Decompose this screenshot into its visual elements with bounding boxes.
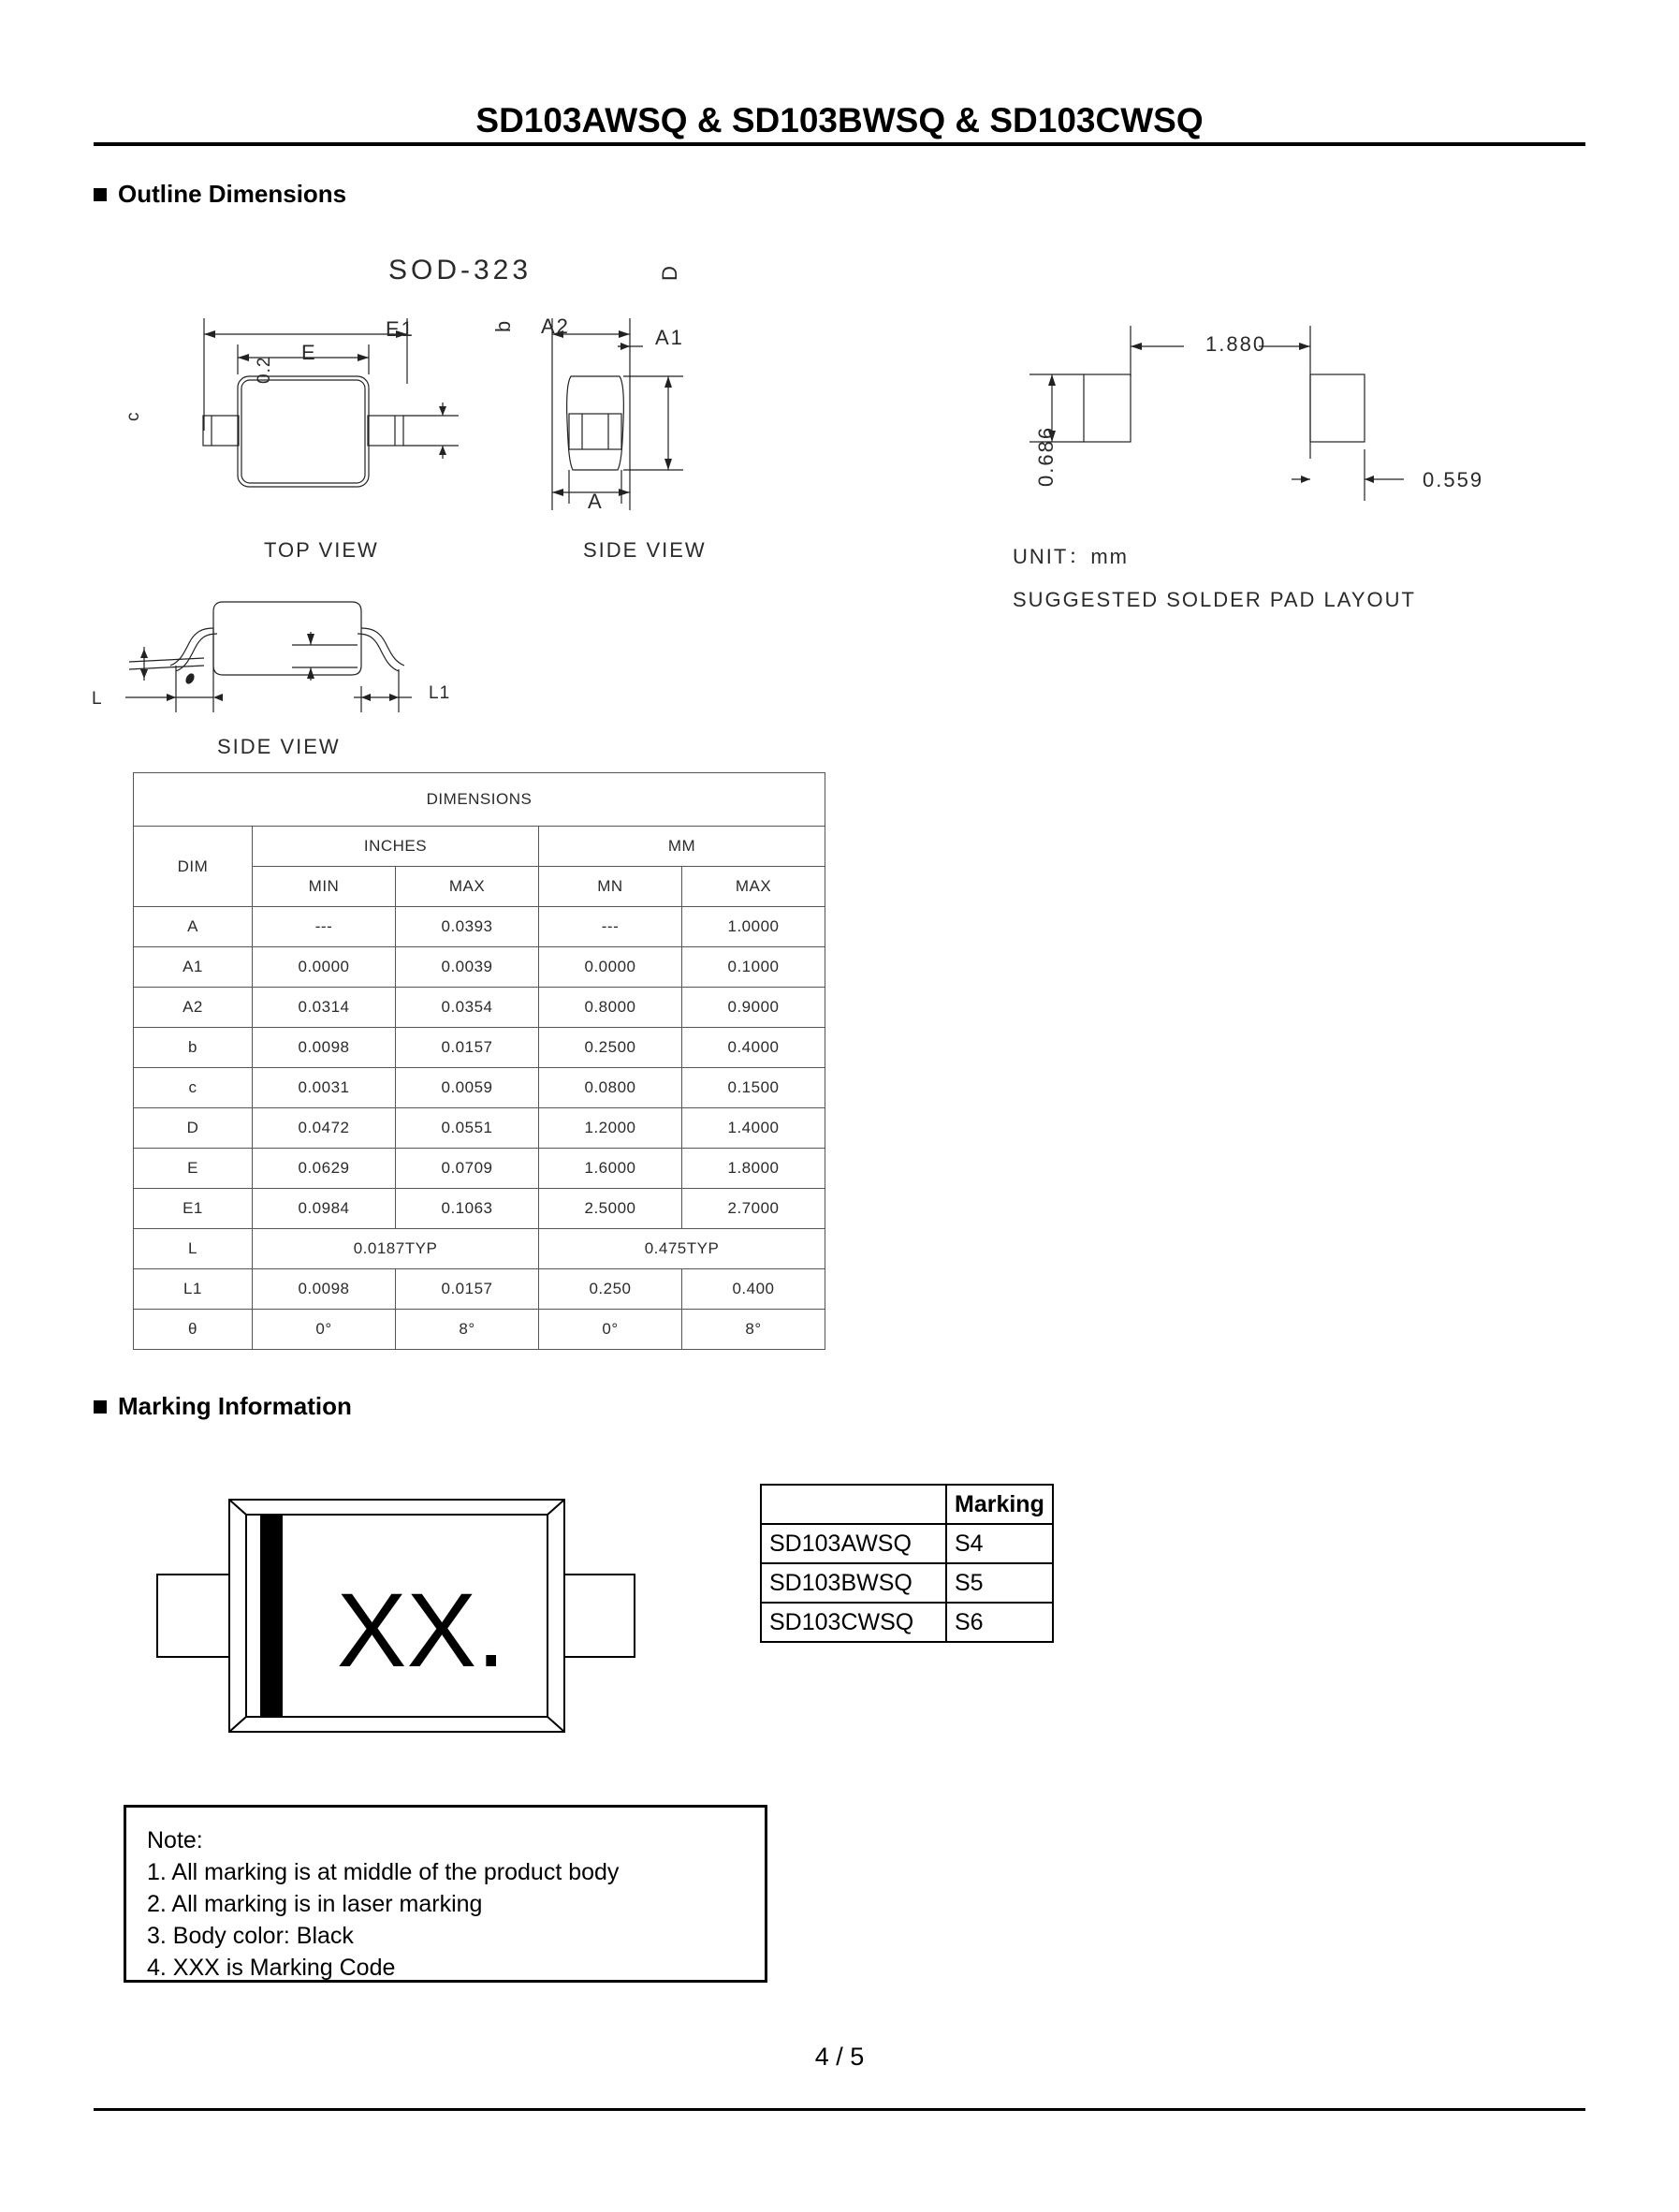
marking-part-number: SD103AWSQ xyxy=(761,1524,946,1563)
table-row xyxy=(134,1229,825,1269)
dim-mm-min: 1.6000 xyxy=(539,1149,682,1189)
table-row xyxy=(761,1524,1053,1563)
notes-heading: Note: xyxy=(147,1827,203,1853)
section-heading-marking-information xyxy=(94,1392,352,1421)
dim-symbol: E xyxy=(134,1149,253,1189)
dim-in-max: 0.0551 xyxy=(396,1108,539,1149)
callout-E: E xyxy=(301,341,317,364)
solder-pad-unit-label: UNIT：mm xyxy=(1013,545,1129,568)
dimensions-table-title: DIMENSIONS xyxy=(134,773,825,827)
dimensions-table xyxy=(133,772,825,1350)
footer-divider xyxy=(94,2108,1585,2111)
table-row xyxy=(134,1149,825,1189)
marking-diagram xyxy=(140,1488,664,1741)
dim-mm-min: 1.2000 xyxy=(539,1108,682,1149)
dim-mm-max: 1.4000 xyxy=(682,1108,825,1149)
marking-code: S5 xyxy=(946,1563,1053,1603)
table-row xyxy=(134,1269,825,1310)
package-name-label: SOD-323 xyxy=(388,255,533,286)
section-heading-label: Marking Information xyxy=(118,1392,352,1420)
callout-b: b xyxy=(491,318,515,332)
page-title: SD103AWSQ & SD103BWSQ & SD103CWSQ xyxy=(475,101,1204,139)
callout-gap-0-2: 0.2 xyxy=(255,356,274,384)
table-row xyxy=(134,988,825,1028)
top-view-caption: TOP VIEW xyxy=(264,538,379,562)
callout-E1: E1 xyxy=(386,317,415,341)
dimensions-table-group-header-row xyxy=(134,827,825,867)
section-heading-outline-dimensions xyxy=(94,180,346,209)
notes-box xyxy=(124,1805,767,1983)
dim-in-min: --- xyxy=(253,907,396,947)
dim-symbol: L1 xyxy=(134,1269,253,1310)
dim-in-min: 0.0031 xyxy=(253,1068,396,1108)
dim-in-max: 0.0393 xyxy=(396,907,539,947)
dim-symbol: A xyxy=(134,907,253,947)
dim-mm-min: 0.0800 xyxy=(539,1068,682,1108)
table-row xyxy=(134,1108,825,1149)
dimensions-table-mm-min-header: MN xyxy=(539,867,682,907)
marking-table-header-row xyxy=(761,1485,1053,1524)
dim-symbol: E1 xyxy=(134,1189,253,1229)
dimensions-table-mm-header: MM xyxy=(539,827,825,867)
table-row xyxy=(134,907,825,947)
dim-in-min: 0.0098 xyxy=(253,1028,396,1068)
dim-symbol: b xyxy=(134,1028,253,1068)
table-row xyxy=(761,1563,1053,1603)
dim-symbol: D xyxy=(134,1108,253,1149)
table-row xyxy=(134,1028,825,1068)
dim-mm-max: 1.8000 xyxy=(682,1149,825,1189)
callout-c: c xyxy=(124,411,143,421)
solder-pad-caption: SUGGESTED SOLDER PAD LAYOUT xyxy=(1013,588,1416,611)
dim-mm-min: 0.8000 xyxy=(539,988,682,1028)
table-row xyxy=(134,1310,825,1350)
dim-in-max: 0.0157 xyxy=(396,1028,539,1068)
dim-in-min: 0.0984 xyxy=(253,1189,396,1229)
dimensions-table-inches-header: INCHES xyxy=(253,827,539,867)
dim-symbol: A1 xyxy=(134,947,253,988)
dim-in-max: 8° xyxy=(396,1310,539,1350)
note-item: 4. XXX is Marking Code xyxy=(147,1955,396,1981)
marking-table xyxy=(760,1484,1054,1643)
callout-L1: L1 xyxy=(429,683,451,703)
dim-mm-min: 0.0000 xyxy=(539,947,682,988)
header-divider xyxy=(94,142,1585,146)
dimensions-table-title-row xyxy=(134,773,825,827)
solder-pad-dim-pad: 0.559 xyxy=(1423,468,1484,491)
dim-mm-min: 0.250 xyxy=(539,1269,682,1310)
dim-in-max: 0.0157 xyxy=(396,1269,539,1310)
dim-in-max: 0.0709 xyxy=(396,1149,539,1189)
note-item: 1. All marking is at middle of the product body xyxy=(147,1859,620,1885)
dim-mm-max: 0.4000 xyxy=(682,1028,825,1068)
callout-A1: A1 xyxy=(655,326,684,349)
dim-symbol: θ xyxy=(134,1310,253,1350)
square-bullet-icon xyxy=(94,188,107,201)
dim-mm-min: 0.2500 xyxy=(539,1028,682,1068)
dim-symbol: L xyxy=(134,1229,253,1269)
dim-in-min: 0.0472 xyxy=(253,1108,396,1149)
marking-code-text: XX. xyxy=(336,1572,506,1689)
marking-part-number: SD103BWSQ xyxy=(761,1563,946,1603)
dimensions-table-inches-min-header: MIN xyxy=(253,867,396,907)
dim-mm-max: 0.400 xyxy=(682,1269,825,1310)
marking-code: S4 xyxy=(946,1524,1053,1563)
dim-in-max: 0.0039 xyxy=(396,947,539,988)
marking-part-number: SD103CWSQ xyxy=(761,1603,946,1642)
dim-mm-max: 0.9000 xyxy=(682,988,825,1028)
dim-mm-min: --- xyxy=(539,907,682,947)
dim-mm-max: 8° xyxy=(682,1310,825,1350)
dim-mm-typ: 0.475TYP xyxy=(539,1229,825,1269)
table-row xyxy=(134,1189,825,1229)
dim-in-min: 0.0098 xyxy=(253,1269,396,1310)
side-view-caption: SIDE VIEW xyxy=(583,538,707,562)
dim-in-max: 0.0059 xyxy=(396,1068,539,1108)
marking-code: S6 xyxy=(946,1603,1053,1642)
square-bullet-icon xyxy=(94,1400,107,1414)
dim-in-typ: 0.0187TYP xyxy=(253,1229,539,1269)
solder-pad-dim-width: 1.880 xyxy=(1205,332,1267,356)
dim-in-max: 0.0354 xyxy=(396,988,539,1028)
dim-mm-min: 0° xyxy=(539,1310,682,1350)
dim-mm-min: 2.5000 xyxy=(539,1189,682,1229)
table-row xyxy=(134,1068,825,1108)
dim-mm-max: 2.7000 xyxy=(682,1189,825,1229)
callout-A2: A2 xyxy=(541,315,570,338)
dim-symbol: A2 xyxy=(134,988,253,1028)
table-row xyxy=(134,947,825,988)
marking-table-marking-header: Marking xyxy=(946,1485,1053,1524)
dim-mm-max: 1.0000 xyxy=(682,907,825,947)
callout-L: L xyxy=(92,689,103,709)
footer-page-number: 4 / 5 xyxy=(814,2043,865,2071)
dim-symbol: c xyxy=(134,1068,253,1108)
top-view-side-view-drawing xyxy=(178,309,777,543)
marking-table-blank-header xyxy=(761,1485,946,1524)
table-row xyxy=(761,1603,1053,1642)
dim-in-min: 0.0000 xyxy=(253,947,396,988)
dim-in-max: 0.1063 xyxy=(396,1189,539,1229)
dim-in-min: 0.0314 xyxy=(253,988,396,1028)
dim-in-min: 0.0629 xyxy=(253,1149,396,1189)
dimensions-table-mm-max-header: MAX xyxy=(682,867,825,907)
callout-D: D xyxy=(658,264,681,281)
dimensions-table-inches-max-header: MAX xyxy=(396,867,539,907)
dim-mm-max: 0.1000 xyxy=(682,947,825,988)
note-item: 3. Body color: Black xyxy=(147,1923,354,1949)
dimensions-table-dim-header: DIM xyxy=(134,827,253,907)
cathode-band xyxy=(260,1515,283,1717)
dim-mm-max: 0.1500 xyxy=(682,1068,825,1108)
section-heading-label: Outline Dimensions xyxy=(118,180,347,208)
solder-pad-dim-height: 0.686 xyxy=(1034,425,1058,487)
note-item: 2. All marking is in laser marking xyxy=(147,1891,483,1917)
dim-in-min: 0° xyxy=(253,1310,396,1350)
side-view-caption-2: SIDE VIEW xyxy=(217,735,341,758)
callout-A: A xyxy=(588,490,604,513)
